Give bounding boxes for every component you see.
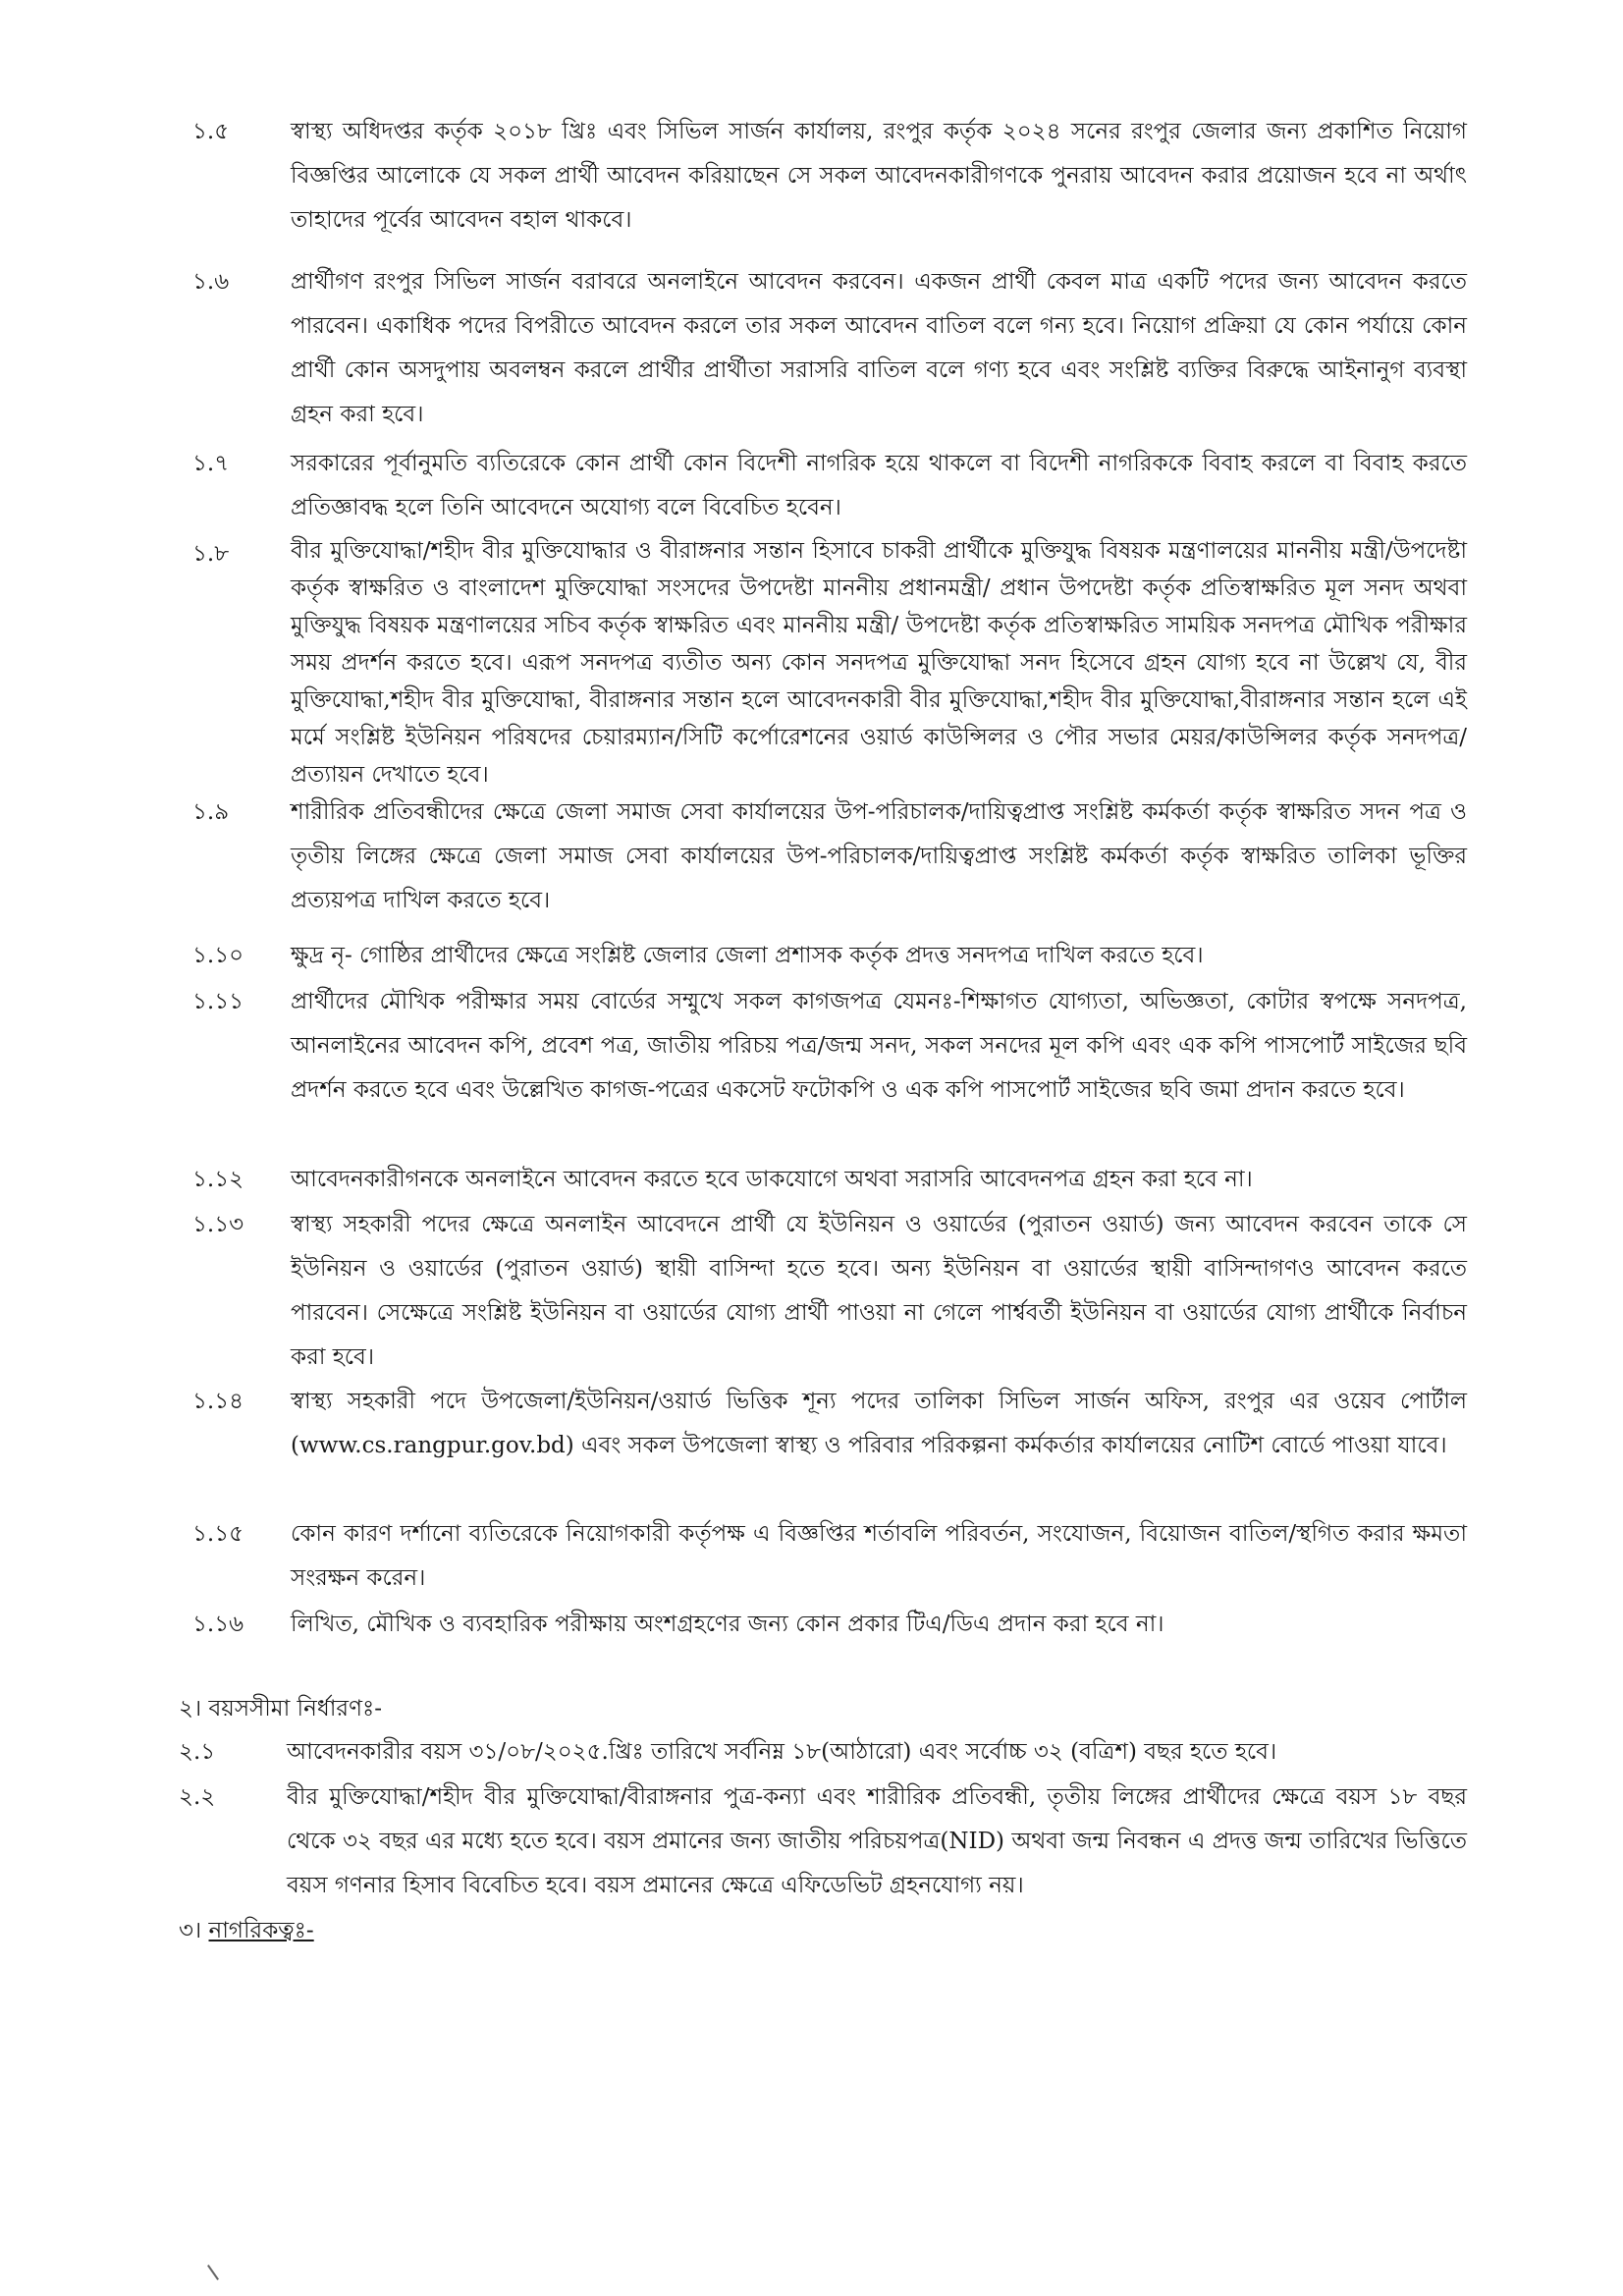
- clause-number: ১.১৫: [192, 1521, 244, 1547]
- clause-text: বীর মুক্তিযোদ্ধা/শহীদ বীর মুক্তিযোদ্ধা/বীরাঙ্গনার পুত্র-কন্যা এবং শারীরিক প্রতিবন্ধী, তৃতীয় লিঙ্গের প্রার্থীদের ক্ষেত্রে বয়স ১৮ বছর থেকে ৩২ বছর এর মধ্যে হতে হবে। বয়স প্রমানের জন্য জাতীয় পরিচয়পত্র(NID) অথবা জন্ম নিবন্ধন এ প্রদত্ত জন্ম তারিখের ভিত্তিতে বয়স গণনার হিসাব বিবেচিত হবে। বয়স প্রমানের ক্ষেত্রে এফিডেভিট গ্রহনযোগ্য নয়।: [287, 1784, 1467, 1898]
- clause-text: বীর মুক্তিযোদ্ধা/শহীদ বীর মুক্তিযোদ্ধার ও বীরাঙ্গনার সন্তান হিসাবে চাকরী প্রার্থীকে মুক্তিযুদ্ধ বিষয়ক মন্ত্রণালয়ের মাননীয় মন্ত্রী/উপদেষ্টা কর্তৃক স্বাক্ষরিত ও বাংলাদেশ মুক্তিযোদ্ধা সংসদের উপদেষ্টা মাননীয় প্রধানমন্ত্রী/ প্রধান উপদেষ্টা কর্তৃক প্রতিস্বাক্ষরিত মূল সনদ অথবা মুক্তিযুদ্ধ বিষয়ক মন্ত্রণালয়ের সচিব কর্তৃক স্বাক্ষরিত এবং মাননীয় মন্ত্রী/ উপদেষ্টা কর্তৃক প্রতিস্বাক্ষরিত সাময়িক সনদপত্র মৌখিক পরীক্ষার সময় প্রদর্শন করতে হবে। এরূপ সনদপত্র ব্যতীত অন্য কোন সনদপত্র মুক্তিযোদ্ধা সনদ হিসেবে গ্রহন যোগ্য হবে না উল্লেখ যে, বীর মুক্তিযোদ্ধা,শহীদ বীর মুক্তিযোদ্ধা, বীরাঙ্গনার সন্তান হলে আবেদনকারী বীর মুক্তিযোদ্ধা,শহীদ বীর মুক্তিযোদ্ধা,বীরাঙ্গনার সন্তান হলে এই মর্মে সংশ্লিষ্ট ইউনিয়ন পরিষদের চেয়ারম্যান/সিটি কর্পোরেশনের ওয়ার্ড কাউন্সিলর ও পৌর সভার মেয়র/কাউন্সিলর কর্তৃক সনদপত্র/প্রত্যায়ন দেখাতে হবে।: [291, 538, 1467, 788]
- clause-text: কোন কারণ দর্শানো ব্যতিরেকে নিয়োগকারী কর্তৃপক্ষ এ বিজ্ঞপ্তির শর্তাবলি পরিবর্তন, সংযোজন, বিয়োজন বাতিল/স্থগিত করার ক্ষমতা সংরক্ষন করেন।: [291, 1521, 1467, 1591]
- clause-text: আবেদনকারীর বয়স ৩১/০৮/২০২৫.খ্রিঃ তারিখে সর্বনিম্ন ১৮(আঠারো) এবং সর্বোচ্চ ৩২ (বত্রিশ) বছর হতে হবে।: [287, 1739, 1277, 1765]
- clause-text: আবেদনকারীগনকে অনলাইনে আবেদন করতে হবে ডাকযোগে অথবা সরাসরি আবেদনপত্র গ্রহন করা হবে না।: [291, 1167, 1253, 1192]
- clause-number: ২.১: [179, 1739, 216, 1765]
- clause-number: ১.৭: [192, 451, 230, 476]
- clause-text: প্রার্থীগণ রংপুর সিভিল সার্জন বরাবরে অনলাইনে আবেদন করবেন। একজন প্রার্থী কেবল মাত্র একটি পদের জন্য আবেদন করতে পারবেন। একাধিক পদের বিপরীতে আবেদন করলে তার সকল আবেদন বাতিল বলে গন্য হবে। নিয়োগ প্রক্রিয়া যে কোন পর্যায়ে কোন প্রার্থী কোন অসদুপায় অবলম্বন করলে প্রার্থীর প্রার্থীতা সরাসরি বাতিল বলে গণ্য হবে এবং সংশ্লিষ্ট ব্যক্তির বিরুদ্ধে আইনানুগ ব্যবস্থা গ্রহন করা হবে।: [291, 269, 1467, 427]
- clause-number: ১.৮: [192, 541, 230, 567]
- clause-number: ১.১২: [192, 1167, 244, 1192]
- clause-number: ১.১৩: [192, 1212, 244, 1237]
- clause-text: ক্ষুদ্র নৃ- গোষ্ঠির প্রার্থীদের ক্ষেত্রে সংশ্লিষ্ট জেলার জেলা প্রশাসক কর্তৃক প্রদত্ত সনদপত্র দাখিল করতে হবে।: [291, 943, 1204, 968]
- section-number: ৩।: [179, 1918, 202, 1943]
- clause-text: লিখিত, মৌখিক ও ব্যবহারিক পরীক্ষায় অংশগ্রহণের জন্য কোন প্রকার টিএ/ডিএ প্রদান করা হবে না।: [291, 1612, 1164, 1637]
- pen-mark: [207, 2265, 219, 2280]
- clause-text: স্বাস্থ্য সহকারী পদের ক্ষেত্রে অনলাইন আবেদনে প্রার্থী যে ইউনিয়ন ও ওয়ার্ডের (পুরাতন ওয়ার্ড) জন্য আবেদন করবেন তাকে সে ইউনিয়ন ও ওয়ার্ডের (পুরাতন ওয়ার্ড) স্থায়ী বাসিন্দা হতে হবে। অন্য ইউনিয়ন বা ওয়ার্ডের স্থায়ী বাসিন্দাগণও আবেদন করতে পারবেন। সেক্ষেত্রে সংশ্লিষ্ট ইউনিয়ন বা ওয়ার্ডের যোগ্য প্রার্থী পাওয়া না গেলে পার্শ্ববর্তী ইউনিয়ন বা ওয়ার্ডের যোগ্য প্রার্থীকে নির্বাচন করা হবে।: [291, 1212, 1467, 1370]
- clause-number: ১.৫: [192, 119, 230, 144]
- clause-text: প্রার্থীদের মৌখিক পরীক্ষার সময় বোর্ডের সম্মুখে সকল কাগজপত্র যেমনঃ-শিক্ষাগত যোগ্যতা, অভিজ্ঞতা, কোটার স্বপক্ষে সনদপত্র, আনলাইনের আবেদন কপি, প্রবেশ পত্র, জাতীয় পরিচয় পত্র/জন্ম সনদ, সকল সনদের মূল কপি এবং এক কপি পাসপোর্ট সাইজের ছবি প্রদর্শন করতে হবে এবং উল্লেখিত কাগজ-পত্রের একসেট ফটোকপি ও এক কপি পাসপোর্ট সাইজের ছবি জমা প্রদান করতে হবে।: [291, 989, 1467, 1103]
- section-title: নাগরিকত্বঃ-: [208, 1918, 314, 1943]
- clause-text: শারীরিক প্রতিবন্ধীদের ক্ষেত্রে জেলা সমাজ সেবা কার্যালয়ের উপ-পরিচালক/দায়িত্বপ্রাপ্ত সংশ্লিষ্ট কর্মকর্তা কর্তৃক স্বাক্ষরিত সদন পত্র ও তৃতীয় লিঙ্গের ক্ষেত্রে জেলা সমাজ সেবা কার্যালয়ের উপ-পরিচালক/দায়িত্বপ্রাপ্ত সংশ্লিষ্ট কর্মকর্তা কর্তৃক স্বাক্ষরিত তালিকা ভূক্তির প্রত্যয়পত্র দাখিল করতে হবে।: [291, 799, 1467, 913]
- section-3-heading: [179, 1911, 314, 1950]
- clause-text: স্বাস্থ্য সহকারী পদে উপজেলা/ইউনিয়ন/ওয়ার্ড ভিত্তিক শূন্য পদের তালিকা সিভিল সার্জন অফিস, রংপুর এর ওয়েব পোর্টাল (www.cs.rangpur.gov.bd) এবং সকল উপজেলা স্বাস্থ্য ও পরিবার পরিকল্পনা কর্মকর্তার কার্যালয়ের নোটিশ বোর্ডে পাওয়া যাবে।: [291, 1389, 1467, 1458]
- clause-text: সরকারের পূর্বানুমতি ব্যতিরেকে কোন প্রার্থী কোন বিদেশী নাগরিক হয়ে থাকলে বা বিদেশী নাগরিককে বিবাহ করলে বা বিবাহ করতে প্রতিজ্ঞাবদ্ধ হলে তিনি আবেদনে অযোগ্য বলে বিবেচিত হবেন।: [291, 451, 1467, 520]
- clause-number: ১.১০: [192, 943, 244, 968]
- clause-number: ১.১৪: [192, 1389, 244, 1414]
- clause-number: ১.৯: [192, 799, 230, 825]
- clause-number: ১.১১: [192, 989, 244, 1014]
- clause-number: ২.২: [179, 1784, 216, 1810]
- section-2-heading: ২। বয়সসীমা নির্ধারণঃ-: [179, 1696, 383, 1722]
- clause-text: স্বাস্থ্য অধিদপ্তর কর্তৃক ২০১৮ খ্রিঃ এবং সিভিল সার্জন কার্যালয়, রংপুর কর্তৃক ২০২৪ সনের রংপুর জেলার জন্য প্রকাশিত নিয়োগ বিজ্ঞপ্তির আলোকে যে সকল প্রার্থী আবেদন করিয়াছেন সে সকল আবেদনকারীগণকে পুনরায় আবেদন করার প্রয়োজন হবে না অর্থাৎ তাহাদের পূর্বের আবেদন বহাল থাকবে।: [291, 119, 1467, 233]
- clause-number: ১.১৬: [192, 1612, 244, 1637]
- clause-number: ১.৬: [192, 269, 230, 295]
